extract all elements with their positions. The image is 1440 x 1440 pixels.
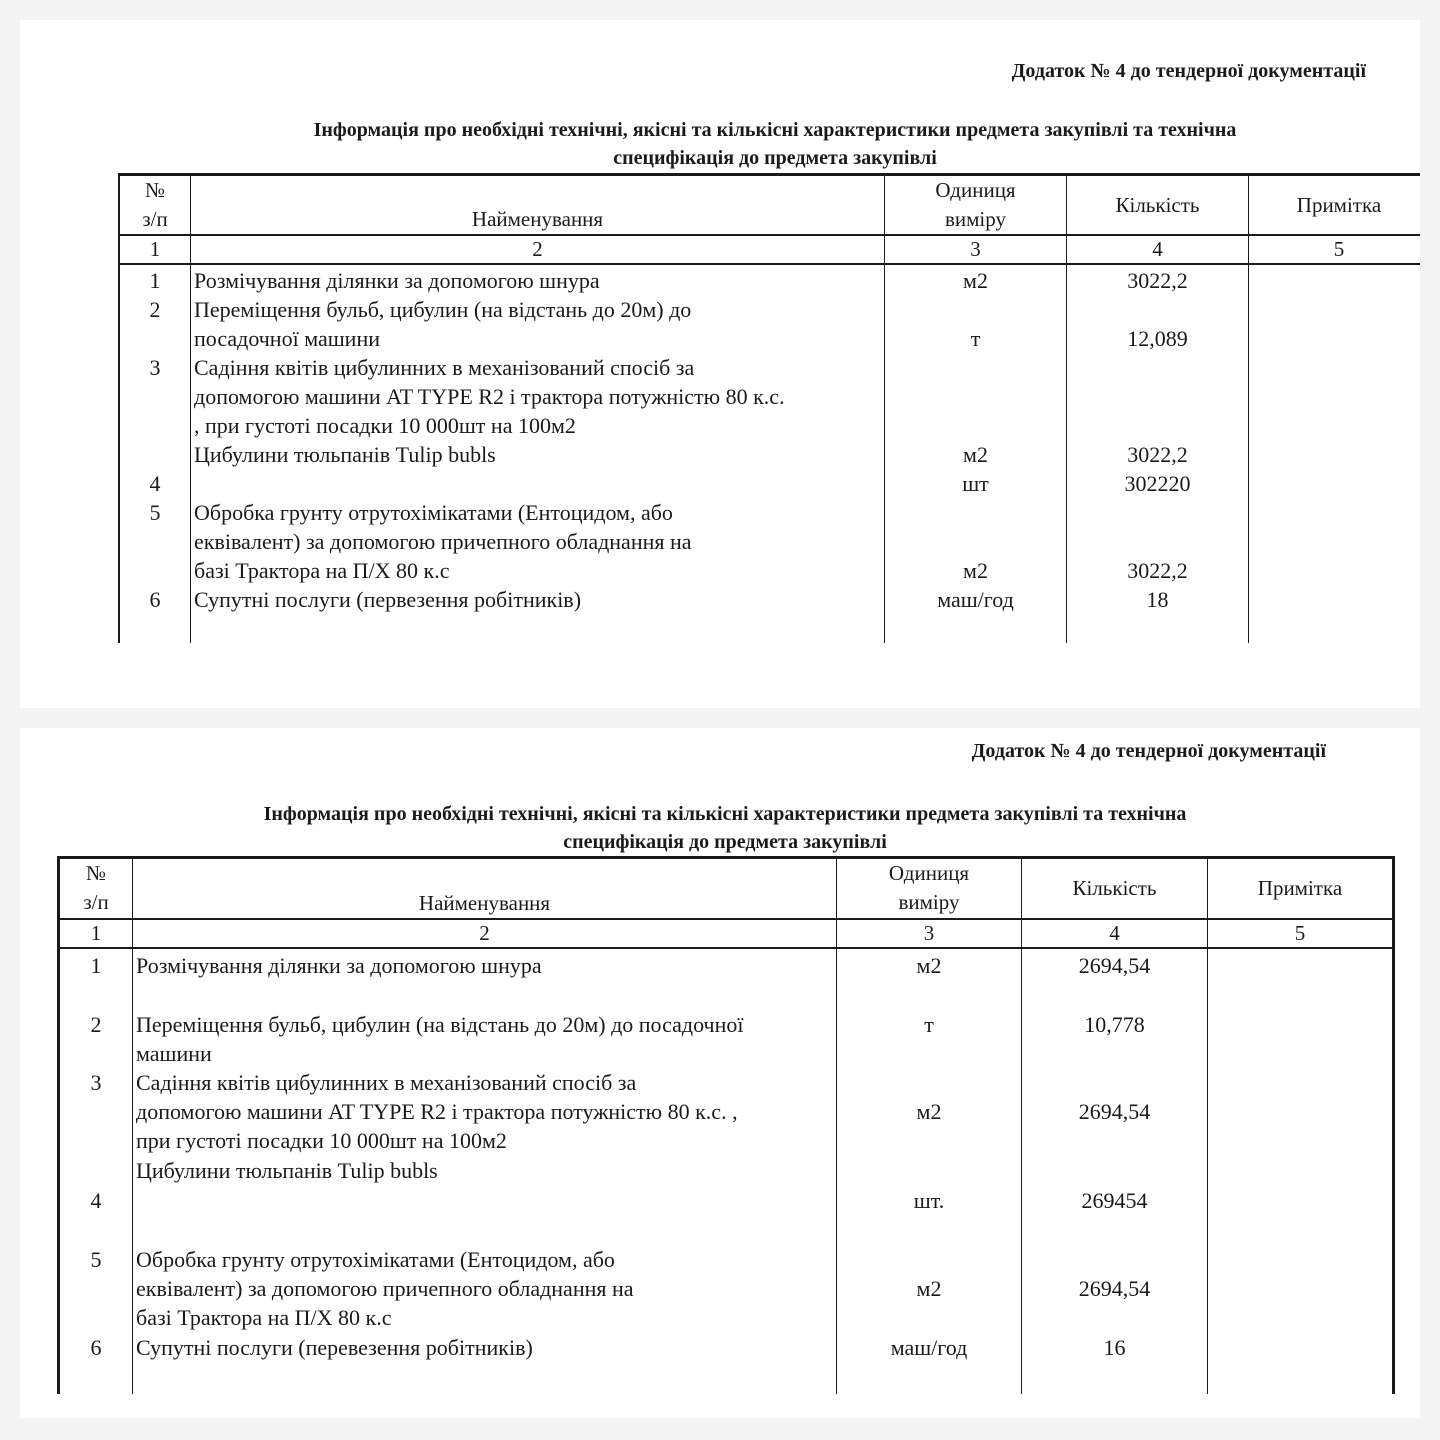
row-3-number: 3 bbox=[149, 355, 161, 380]
row-1-number: 1 bbox=[149, 268, 161, 293]
row-2-name-line-1: Переміщення бульб, цибулин (на відстань до 20м) до bbox=[194, 297, 692, 322]
document-title-line-1: Інформація про необхідні технічні, якісні та кількісні характеристики предмета закупівлі та технічна bbox=[263, 803, 1187, 825]
row-4-name: Цибулини тюльпанів Tulip bubls bbox=[194, 442, 496, 467]
row-3-name-line-3: , при густоті посадки 10 000шт на 100м2 bbox=[194, 413, 576, 438]
row-4-quantity: 269454 bbox=[1081, 1188, 1148, 1213]
column-number-3: 3 bbox=[923, 921, 935, 945]
row-3-quantity: 2694,54 bbox=[1078, 1099, 1151, 1124]
row-6-name: Супутні послуги (перевезення робітників) bbox=[136, 1335, 533, 1360]
row-6-quantity: 16 bbox=[1103, 1335, 1126, 1360]
document-page-bottom bbox=[20, 728, 1420, 1418]
column-number-2: 2 bbox=[532, 237, 543, 261]
column-number-4: 4 bbox=[1152, 237, 1163, 261]
row-1-unit: м2 bbox=[963, 268, 988, 293]
row-6-quantity: 18 bbox=[1146, 587, 1169, 612]
column-number-1: 1 bbox=[149, 237, 161, 261]
row-4-number: 4 bbox=[149, 471, 161, 496]
row-2-name-line-2: машини bbox=[136, 1041, 212, 1066]
row-6-number: 6 bbox=[149, 587, 161, 612]
row-4-unit: шт bbox=[962, 471, 989, 496]
header-number-line-2: з/п bbox=[142, 207, 168, 231]
header-name: Найменування bbox=[418, 891, 551, 915]
row-2-quantity: 10,778 bbox=[1084, 1012, 1145, 1037]
row-6-unit: маш/год bbox=[890, 1335, 968, 1360]
column-number-3: 3 bbox=[970, 237, 981, 261]
header-unit-line-1: Одиниця bbox=[935, 178, 1016, 202]
row-3-name-line-1: Садіння квітів цибулинних в механізований спосіб за bbox=[194, 355, 695, 380]
row-4-quantity: 302220 bbox=[1124, 471, 1191, 496]
document-page-top bbox=[20, 20, 1420, 708]
row-4-number: 4 bbox=[90, 1188, 102, 1213]
column-number-1: 1 bbox=[90, 921, 102, 945]
row-2-name-line-2: посадочної машини bbox=[194, 326, 380, 351]
appendix-label: Додаток № 4 до тендерної документації bbox=[1011, 60, 1366, 82]
row-3-name-line-1: Садіння квітів цибулинних в механізований спосіб за bbox=[136, 1070, 637, 1095]
row-2-quantity: 12,089 bbox=[1127, 326, 1188, 351]
header-name: Найменування bbox=[471, 207, 604, 231]
row-2-unit: т bbox=[970, 326, 981, 351]
header-quantity: Кількість bbox=[1115, 193, 1200, 217]
header-note: Примітка bbox=[1296, 193, 1382, 217]
table-top-border bbox=[57, 856, 1395, 859]
row-2-name-line-1: Переміщення бульб, цибулин (на відстань до 20м) до посадочної bbox=[136, 1012, 744, 1037]
row-1-unit: м2 bbox=[916, 953, 942, 978]
row-1-name: Розмічування ділянки за допомогою шнура bbox=[194, 268, 600, 293]
row-1-number: 1 bbox=[90, 953, 102, 978]
row-5-number: 5 bbox=[149, 500, 161, 525]
row-5-quantity: 3022,2 bbox=[1127, 558, 1188, 583]
specification-table bbox=[57, 856, 1395, 1394]
row-5-unit: м2 bbox=[916, 1276, 942, 1301]
header-unit bbox=[837, 859, 1021, 917]
row-2-number: 2 bbox=[90, 1012, 102, 1037]
header-number bbox=[120, 176, 190, 234]
document-title bbox=[190, 116, 1360, 172]
row-4-name: Цибулини тюльпанів Tulip bubls bbox=[136, 1158, 438, 1183]
row-5-name-line-1: Обробка грунту отрутохімікатами (Ентоцидом, або bbox=[136, 1247, 615, 1272]
row-5-name-line-3: базі Трактора на П/Х 80 к.с bbox=[194, 558, 450, 583]
document-title bbox=[130, 800, 1320, 856]
column-number-5: 5 bbox=[1333, 237, 1345, 261]
row-5-name-line-3: базі Трактора на П/Х 80 к.с bbox=[136, 1305, 392, 1330]
row-3-name-line-3: при густоті посадки 10 000шт на 100м2 bbox=[136, 1128, 507, 1153]
row-3-name-line-2: допомогою машини AT TYPE R2 і трактора потужністю 80 к.с. bbox=[194, 384, 785, 409]
specification-table bbox=[118, 173, 1420, 643]
header-unit-line-1: Одиниця bbox=[888, 861, 970, 885]
column-number-5: 5 bbox=[1294, 921, 1306, 945]
row-3-number: 3 bbox=[90, 1070, 102, 1095]
row-5-name-line-1: Обробка грунту отрутохімікатами (Ентоцидом, або bbox=[194, 500, 673, 525]
document-title-line-2: специфікація до предмета закупівлі bbox=[563, 831, 887, 853]
header-unit-line-2: виміру bbox=[898, 890, 960, 914]
row-5-name-line-2: еквівалент) за допомогою причепного обладнання на bbox=[194, 529, 692, 554]
row-5-unit: м2 bbox=[963, 558, 988, 583]
row-1-name: Розмічування ділянки за допомогою шнура bbox=[136, 953, 542, 978]
row-3-unit: м2 bbox=[916, 1099, 942, 1124]
row-6-unit: маш/год bbox=[937, 587, 1014, 612]
header-number-line-1: № bbox=[144, 178, 166, 202]
document-title-line-2: специфікація до предмета закупівлі bbox=[613, 147, 937, 169]
header-number-line-2: з/п bbox=[83, 890, 109, 914]
header-unit-line-2: виміру bbox=[944, 207, 1006, 231]
header-quantity: Кількість bbox=[1072, 876, 1157, 900]
row-3-name-line-2: допомогою машини AT TYPE R2 і трактора потужністю 80 к.с. , bbox=[136, 1099, 738, 1124]
row-6-number: 6 bbox=[90, 1335, 102, 1360]
appendix-label: Додаток № 4 до тендерної документації bbox=[971, 740, 1326, 762]
row-5-quantity: 2694,54 bbox=[1078, 1276, 1151, 1301]
document-title-line-1: Інформація про необхідні технічні, якісні та кількісні характеристики предмета закупівлі та технічна bbox=[313, 119, 1237, 141]
row-2-number: 2 bbox=[149, 297, 161, 322]
row-1-quantity: 3022,2 bbox=[1127, 268, 1188, 293]
row-4-unit: шт. bbox=[913, 1188, 945, 1213]
table-right-border bbox=[1392, 856, 1395, 1394]
header-number-line-1: № bbox=[85, 861, 107, 885]
column-number-4: 4 bbox=[1109, 921, 1120, 945]
column-number-2: 2 bbox=[479, 921, 490, 945]
table-top-border bbox=[118, 173, 1420, 176]
header-note: Примітка bbox=[1257, 876, 1343, 900]
header-unit bbox=[885, 176, 1066, 234]
row-3-quantity: 3022,2 bbox=[1127, 442, 1188, 467]
row-5-name-line-2: еквівалент) за допомогою причепного обладнання на bbox=[136, 1276, 634, 1301]
row-3-unit: м2 bbox=[963, 442, 988, 467]
row-2-unit: т bbox=[924, 1012, 934, 1037]
row-1-quantity: 2694,54 bbox=[1078, 953, 1151, 978]
header-number bbox=[60, 859, 132, 917]
row-5-number: 5 bbox=[90, 1247, 102, 1272]
row-6-name: Супутні послуги (первезення робітників) bbox=[194, 587, 582, 612]
